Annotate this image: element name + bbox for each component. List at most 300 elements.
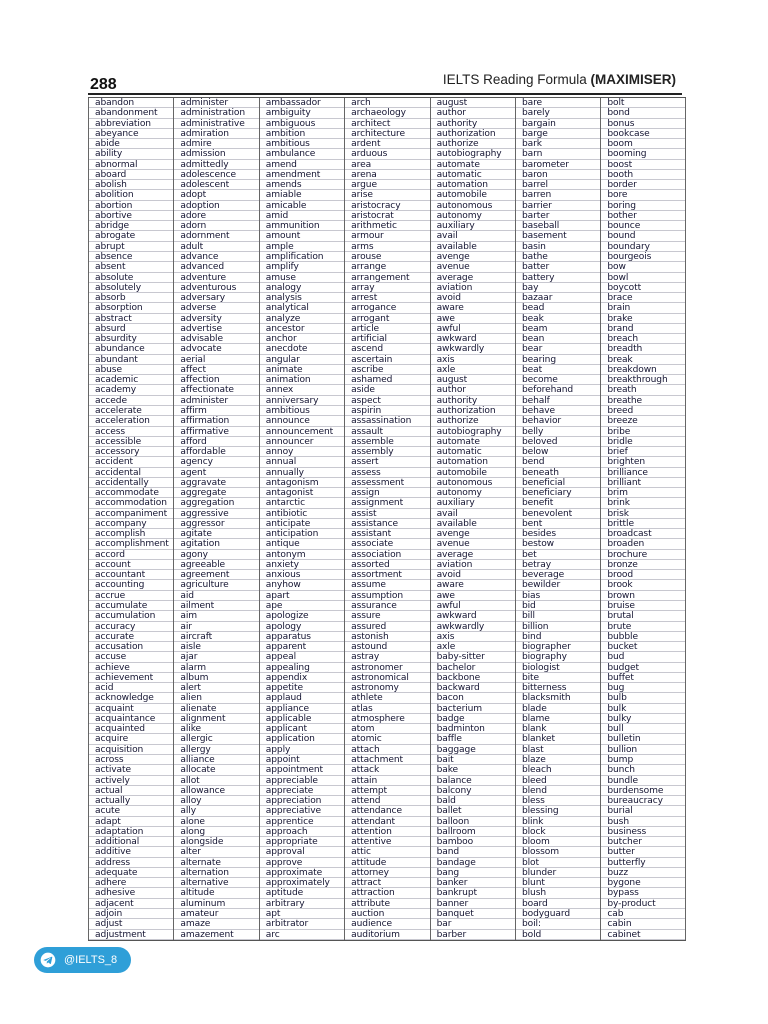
- word-column: [515, 98, 600, 940]
- word-entry: amazement: [174, 930, 258, 940]
- word-entry: appreciate: [260, 786, 344, 796]
- word-entry: adventurous: [174, 283, 258, 293]
- word-entry: bankrupt: [431, 888, 515, 898]
- word-entry: boring: [601, 201, 684, 211]
- word-entry: arc: [260, 930, 344, 940]
- word-entry: bribe: [601, 427, 684, 437]
- word-entry: antarctic: [260, 498, 344, 508]
- word-entry: abortive: [89, 211, 173, 221]
- word-entry: atom: [345, 724, 429, 734]
- word-entry: bewilder: [516, 580, 600, 590]
- word-entry: appreciation: [260, 796, 344, 806]
- word-entry: affordable: [174, 447, 258, 457]
- word-entry: boundary: [601, 242, 684, 252]
- word-entry: automation: [431, 457, 515, 467]
- header-rule: [88, 93, 682, 95]
- word-entry: adorn: [174, 221, 258, 231]
- word-entry: backward: [431, 683, 515, 693]
- word-entry: avenge: [431, 529, 515, 539]
- word-entry: blame: [516, 714, 600, 724]
- word-entry: autonomous: [431, 478, 515, 488]
- word-entry: aggregate: [174, 488, 258, 498]
- word-entry: arouse: [345, 252, 429, 262]
- word-entry: autobiography: [431, 149, 515, 159]
- word-entry: bruise: [601, 601, 684, 611]
- word-entry: accusation: [89, 642, 173, 652]
- word-entry: advanced: [174, 262, 258, 272]
- word-entry: beam: [516, 324, 600, 334]
- word-entry: ammunition: [260, 221, 344, 231]
- word-entry: administration: [174, 108, 258, 118]
- word-entry: brake: [601, 314, 684, 324]
- word-entry: booming: [601, 149, 684, 159]
- word-entry: arrest: [345, 293, 429, 303]
- word-entry: adopt: [174, 190, 258, 200]
- word-entry: adapt: [89, 817, 173, 827]
- word-entry: baby-sitter: [431, 652, 515, 662]
- word-entry: annex: [260, 385, 344, 395]
- word-entry: appropriate: [260, 837, 344, 847]
- word-entry: anyhow: [260, 580, 344, 590]
- word-entry: arbitrary: [260, 899, 344, 909]
- word-entry: amplification: [260, 252, 344, 262]
- word-entry: adhesive: [89, 888, 173, 898]
- word-entry: accessory: [89, 447, 173, 457]
- word-entry: attend: [345, 796, 429, 806]
- word-entry: adore: [174, 211, 258, 221]
- word-entry: alternative: [174, 878, 258, 888]
- word-entry: beloved: [516, 437, 600, 447]
- word-entry: beneficial: [516, 478, 600, 488]
- word-entry: bid: [516, 601, 600, 611]
- word-entry: brisk: [601, 509, 684, 519]
- word-entry: block: [516, 827, 600, 837]
- word-entry: approval: [260, 847, 344, 857]
- word-entry: break: [601, 355, 684, 365]
- word-entry: achievement: [89, 673, 173, 683]
- word-entry: aggressor: [174, 519, 258, 529]
- word-entry: cab: [601, 909, 684, 919]
- word-entry: abridge: [89, 221, 173, 231]
- word-entry: agent: [174, 468, 258, 478]
- word-entry: abundance: [89, 344, 173, 354]
- word-entry: abandon: [89, 98, 173, 108]
- word-entry: autonomy: [431, 211, 515, 221]
- word-entry: bulletin: [601, 734, 684, 744]
- word-entry: brink: [601, 498, 684, 508]
- word-entry: automate: [431, 437, 515, 447]
- word-entry: apart: [260, 591, 344, 601]
- word-entry: barge: [516, 129, 600, 139]
- word-entry: allowance: [174, 786, 258, 796]
- word-entry: agreement: [174, 570, 258, 580]
- word-entry: acid: [89, 683, 173, 693]
- word-entry: agony: [174, 550, 258, 560]
- word-entry: blessing: [516, 806, 600, 816]
- word-entry: area: [345, 160, 429, 170]
- word-entry: automobile: [431, 468, 515, 478]
- word-entry: appreciable: [260, 776, 344, 786]
- word-entry: brochure: [601, 550, 684, 560]
- word-entry: bundle: [601, 776, 684, 786]
- word-entry: abrupt: [89, 242, 173, 252]
- word-entry: abuse: [89, 365, 173, 375]
- word-entry: abortion: [89, 201, 173, 211]
- word-entry: abrogate: [89, 231, 173, 241]
- word-entry: aggregation: [174, 498, 258, 508]
- word-entry: approach: [260, 827, 344, 837]
- word-entry: ashamed: [345, 375, 429, 385]
- word-entry: bet: [516, 550, 600, 560]
- word-entry: ascend: [345, 344, 429, 354]
- word-entry: across: [89, 755, 173, 765]
- word-entry: bronze: [601, 560, 684, 570]
- word-entry: awkward: [431, 611, 515, 621]
- word-entry: abnormal: [89, 160, 173, 170]
- word-entry: aware: [431, 580, 515, 590]
- word-entry: apparent: [260, 642, 344, 652]
- word-entry: bother: [601, 211, 684, 221]
- telegram-link[interactable]: [34, 947, 131, 973]
- word-entry: artificial: [345, 334, 429, 344]
- word-entry: antagonist: [260, 488, 344, 498]
- word-entry: allocate: [174, 765, 258, 775]
- word-entry: bacterium: [431, 704, 515, 714]
- word-entry: amendment: [260, 170, 344, 180]
- word-entry: accompany: [89, 519, 173, 529]
- word-entry: bachelor: [431, 663, 515, 673]
- word-entry: cabin: [601, 919, 684, 929]
- word-entry: ballet: [431, 806, 515, 816]
- word-entry: bearing: [516, 355, 600, 365]
- word-entry: avenue: [431, 262, 515, 272]
- word-entry: animate: [260, 365, 344, 375]
- word-entry: brilliant: [601, 478, 684, 488]
- word-entry: alienate: [174, 704, 258, 714]
- word-entry: attraction: [345, 888, 429, 898]
- word-entry: abeyance: [89, 129, 173, 139]
- word-entry: astronomy: [345, 683, 429, 693]
- word-entry: analyze: [260, 314, 344, 324]
- word-entry: belly: [516, 427, 600, 437]
- word-entry: breach: [601, 334, 684, 344]
- word-entry: archaeology: [345, 108, 429, 118]
- word-entry: beforehand: [516, 385, 600, 395]
- word-entry: academy: [89, 385, 173, 395]
- word-entry: agreeable: [174, 560, 258, 570]
- word-entry: badminton: [431, 724, 515, 734]
- word-entry: become: [516, 375, 600, 385]
- word-entry: along: [174, 827, 258, 837]
- word-entry: banquet: [431, 909, 515, 919]
- word-entry: awe: [431, 314, 515, 324]
- word-entry: abandonment: [89, 108, 173, 118]
- word-entry: ancestor: [260, 324, 344, 334]
- word-entry: butter: [601, 847, 684, 857]
- word-entry: atomic: [345, 734, 429, 744]
- word-entry: applicant: [260, 724, 344, 734]
- word-entry: brain: [601, 303, 684, 313]
- word-entry: axle: [431, 365, 515, 375]
- word-entry: baffle: [431, 734, 515, 744]
- word-entry: brim: [601, 488, 684, 498]
- word-entry: avoid: [431, 293, 515, 303]
- word-entry: actively: [89, 776, 173, 786]
- word-entry: biography: [516, 652, 600, 662]
- word-entry: biologist: [516, 663, 600, 673]
- word-entry: brighten: [601, 457, 684, 467]
- word-entry: backbone: [431, 673, 515, 683]
- word-entry: bead: [516, 303, 600, 313]
- word-entry: assess: [345, 468, 429, 478]
- word-entry: associate: [345, 539, 429, 549]
- word-entry: bargain: [516, 119, 600, 129]
- word-entry: arithmetic: [345, 221, 429, 231]
- word-entry: arise: [345, 190, 429, 200]
- word-entry: biographer: [516, 642, 600, 652]
- word-entry: brutal: [601, 611, 684, 621]
- word-entry: benefit: [516, 498, 600, 508]
- word-entry: acceleration: [89, 416, 173, 426]
- word-entry: brook: [601, 580, 684, 590]
- word-entry: ajar: [174, 652, 258, 662]
- word-entry: atmosphere: [345, 714, 429, 724]
- word-entry: alternation: [174, 868, 258, 878]
- word-entry: arbitrator: [260, 919, 344, 929]
- word-entry: architecture: [345, 129, 429, 139]
- word-entry: alarm: [174, 663, 258, 673]
- word-entry: amid: [260, 211, 344, 221]
- word-entry: accommodation: [89, 498, 173, 508]
- word-entry: automate: [431, 160, 515, 170]
- word-entry: blink: [516, 817, 600, 827]
- word-entry: automation: [431, 180, 515, 190]
- word-entry: adjoin: [89, 909, 173, 919]
- word-entry: bake: [431, 765, 515, 775]
- word-entry: blend: [516, 786, 600, 796]
- word-entry: authority: [431, 396, 515, 406]
- word-entry: brood: [601, 570, 684, 580]
- word-entry: awful: [431, 601, 515, 611]
- word-entry: admittedly: [174, 160, 258, 170]
- word-entry: ape: [260, 601, 344, 611]
- word-entry: aim: [174, 611, 258, 621]
- word-entry: alongside: [174, 837, 258, 847]
- word-entry: absolute: [89, 273, 173, 283]
- word-entry: batter: [516, 262, 600, 272]
- word-entry: actual: [89, 786, 173, 796]
- word-entry: aside: [345, 385, 429, 395]
- word-entry: brilliance: [601, 468, 684, 478]
- word-entry: affirmation: [174, 416, 258, 426]
- word-entry: approve: [260, 858, 344, 868]
- word-entry: analysis: [260, 293, 344, 303]
- word-entry: amount: [260, 231, 344, 241]
- book-title-text: IELTS Reading Formula: [442, 72, 587, 87]
- word-entry: apt: [260, 909, 344, 919]
- word-entry: bleed: [516, 776, 600, 786]
- word-entry: bureaucracy: [601, 796, 684, 806]
- word-entry: bear: [516, 344, 600, 354]
- word-entry: adverse: [174, 303, 258, 313]
- word-entry: amicable: [260, 201, 344, 211]
- word-entry: bandage: [431, 858, 515, 868]
- word-entry: attitude: [345, 858, 429, 868]
- word-entry: basement: [516, 231, 600, 241]
- word-entry: bound: [601, 231, 684, 241]
- word-entry: attribute: [345, 899, 429, 909]
- word-entry: beneath: [516, 468, 600, 478]
- word-entry: attach: [345, 745, 429, 755]
- word-entry: budget: [601, 663, 684, 673]
- word-entry: attract: [345, 878, 429, 888]
- word-entry: behalf: [516, 396, 600, 406]
- word-entry: abstract: [89, 314, 173, 324]
- word-entry: blush: [516, 888, 600, 898]
- word-entry: apology: [260, 622, 344, 632]
- word-entry: boom: [601, 139, 684, 149]
- word-entry: breadth: [601, 344, 684, 354]
- word-entry: balance: [431, 776, 515, 786]
- word-entry: alloy: [174, 796, 258, 806]
- word-entry: bar: [431, 919, 515, 929]
- word-entry: aluminum: [174, 899, 258, 909]
- word-entry: acquaint: [89, 704, 173, 714]
- word-entry: admire: [174, 139, 258, 149]
- word-entry: accumulate: [89, 601, 173, 611]
- word-entry: beak: [516, 314, 600, 324]
- word-entry: battery: [516, 273, 600, 283]
- word-entry: autobiography: [431, 427, 515, 437]
- word-entry: buffet: [601, 673, 684, 683]
- word-entry: blast: [516, 745, 600, 755]
- word-entry: announcer: [260, 437, 344, 447]
- word-entry: automatic: [431, 170, 515, 180]
- word-entry: aerial: [174, 355, 258, 365]
- word-entry: auction: [345, 909, 429, 919]
- word-entry: besides: [516, 529, 600, 539]
- word-entry: bill: [516, 611, 600, 621]
- word-entry: bay: [516, 283, 600, 293]
- word-entry: administer: [174, 98, 258, 108]
- word-entry: broadcast: [601, 529, 684, 539]
- word-entry: absurd: [89, 324, 173, 334]
- word-entry: attorney: [345, 868, 429, 878]
- word-entry: astronomer: [345, 663, 429, 673]
- word-entry: barely: [516, 108, 600, 118]
- word-entry: adornment: [174, 231, 258, 241]
- word-entry: beverage: [516, 570, 600, 580]
- word-entry: aspect: [345, 396, 429, 406]
- word-entry: aggravate: [174, 478, 258, 488]
- word-column: [88, 98, 173, 940]
- word-entry: blacksmith: [516, 693, 600, 703]
- word-entry: breathe: [601, 396, 684, 406]
- word-entry: aspirin: [345, 406, 429, 416]
- word-entry: beneficiary: [516, 488, 600, 498]
- word-entry: aviation: [431, 283, 515, 293]
- word-entry: brittle: [601, 519, 684, 529]
- word-entry: billion: [516, 622, 600, 632]
- word-entry: bore: [601, 190, 684, 200]
- word-entry: appeal: [260, 652, 344, 662]
- word-entry: accidental: [89, 468, 173, 478]
- word-entry: arrange: [345, 262, 429, 272]
- word-entry: butterfly: [601, 858, 684, 868]
- word-entry: accountant: [89, 570, 173, 580]
- word-entry: badge: [431, 714, 515, 724]
- word-entry: applicable: [260, 714, 344, 724]
- word-entry: anticipation: [260, 529, 344, 539]
- word-entry: alien: [174, 693, 258, 703]
- word-entry: absence: [89, 252, 173, 262]
- word-entry: bonus: [601, 119, 684, 129]
- word-entry: aggressive: [174, 509, 258, 519]
- word-entry: affect: [174, 365, 258, 375]
- word-entry: assortment: [345, 570, 429, 580]
- word-entry: arrogance: [345, 303, 429, 313]
- word-entry: aid: [174, 591, 258, 601]
- word-entry: bucket: [601, 642, 684, 652]
- word-entry: accounting: [89, 580, 173, 590]
- word-entry: barren: [516, 190, 600, 200]
- word-entry: accompaniment: [89, 509, 173, 519]
- book-title-edition: (MAXIMISER): [590, 72, 676, 87]
- word-entry: ascribe: [345, 365, 429, 375]
- page-number: 288: [90, 76, 117, 93]
- word-entry: attack: [345, 765, 429, 775]
- word-entry: auxiliary: [431, 221, 515, 231]
- word-entry: ambition: [260, 129, 344, 139]
- word-entry: alert: [174, 683, 258, 693]
- word-entry: appliance: [260, 704, 344, 714]
- telegram-icon: [38, 950, 58, 970]
- word-entry: accede: [89, 396, 173, 406]
- word-entry: allot: [174, 776, 258, 786]
- word-entry: betray: [516, 560, 600, 570]
- word-entry: bowl: [601, 273, 684, 283]
- word-entry: allergic: [174, 734, 258, 744]
- word-entry: approximate: [260, 868, 344, 878]
- word-entry: attempt: [345, 786, 429, 796]
- word-entry: advocate: [174, 344, 258, 354]
- word-entry: amiable: [260, 190, 344, 200]
- word-entry: barrel: [516, 180, 600, 190]
- word-entry: amends: [260, 180, 344, 190]
- word-entry: achieve: [89, 663, 173, 673]
- word-column: [259, 98, 344, 940]
- word-entry: advance: [174, 252, 258, 262]
- word-entry: academic: [89, 375, 173, 385]
- word-entry: blossom: [516, 847, 600, 857]
- word-entry: breed: [601, 406, 684, 416]
- word-entry: adjacent: [89, 899, 173, 909]
- word-entry: board: [516, 899, 600, 909]
- word-entry: anniversary: [260, 396, 344, 406]
- word-entry: ambulance: [260, 149, 344, 159]
- word-entry: balloon: [431, 817, 515, 827]
- word-entry: authorize: [431, 416, 515, 426]
- word-entry: anticipate: [260, 519, 344, 529]
- word-entry: anxiety: [260, 560, 344, 570]
- word-entry: agency: [174, 457, 258, 467]
- word-entry: alternate: [174, 858, 258, 868]
- word-entry: aboard: [89, 170, 173, 180]
- word-entry: assessment: [345, 478, 429, 488]
- word-entry: bait: [431, 755, 515, 765]
- word-entry: administrative: [174, 119, 258, 129]
- word-entry: aristocrat: [345, 211, 429, 221]
